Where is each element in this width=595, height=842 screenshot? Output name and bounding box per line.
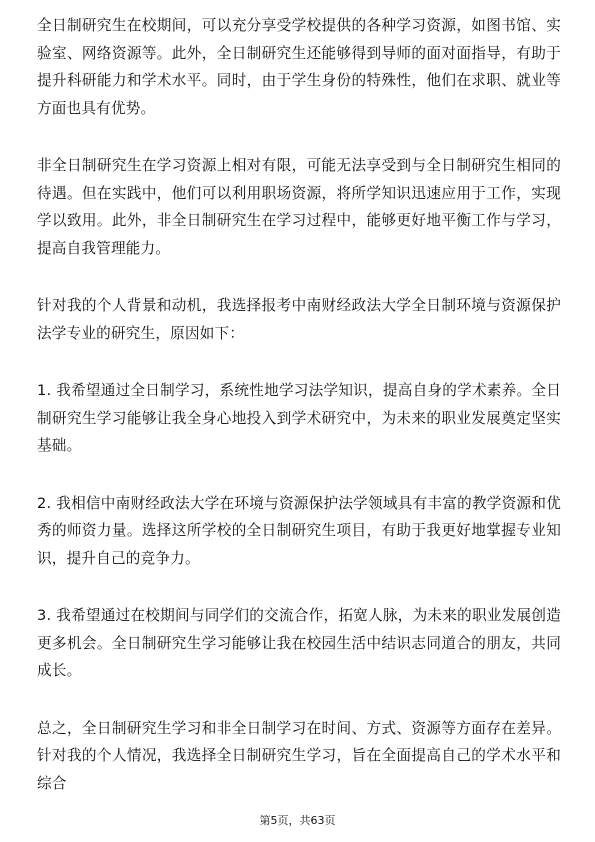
list-item-paragraph: 1. 我希望通过全日制学习，系统性地学习法学知识，提高自身的学术素养。全日制研究生学习能够让我全身心地投入到学术研究中，为未来的职业发展奠定坚实基础。 — [37, 382, 561, 454]
list-item-paragraph: 3. 我希望通过在校期间与同学们的交流合作，拓宽人脉，为未来的职业发展创造更多机会。全日制研究生学习能够让我在校园生活中结识志同道合的朋友，共同成长。 — [37, 607, 561, 679]
body-paragraph: 总之，全日制研究生学习和非全日制学习在时间、方式、资源等方面存在差异。针对我的个人情况，我选择全日制研究生学习，旨在全面提高自己的学术水平和综合 — [37, 719, 561, 792]
body-paragraph: 针对我的个人背景和动机，我选择报考中南财经政法大学全日制环境与资源保护法学专业的研究生，原因如下： — [37, 297, 561, 342]
body-paragraph: 全日制研究生在校期间，可以充分享受学校提供的各种学习资源，如图书馆、实验室、网络资源等。此外，全日制研究生还能够得到导师的面对面指导，有助于提升科研能力和学术水平。同时，由于学生身份的特殊性，他们在求职、就业等方面也具有优势。 — [37, 17, 561, 117]
list-item-paragraph: 2. 我相信中南财经政法大学在环境与资源保护法学领域具有丰富的教学资源和优秀的师资力量。选择这所学校的全日制研究生项目，有助于我更好地掌握专业知识，提升自己的竞争力。 — [37, 494, 561, 567]
body-paragraph: 非全日制研究生在学习资源上相对有限，可能无法享受到与全日制研究生相同的待遇。但在实践中，他们可以利用职场资源，将所学知识迅速应用于工作，实现学以致用。此外，非全日制研究生在学习过程中，能够更好地平衡工作与学习，提高自我管理能力。 — [37, 157, 561, 257]
page-number-footer: 第5页，共63页 — [259, 814, 336, 827]
document-body — [37, 12, 561, 797]
